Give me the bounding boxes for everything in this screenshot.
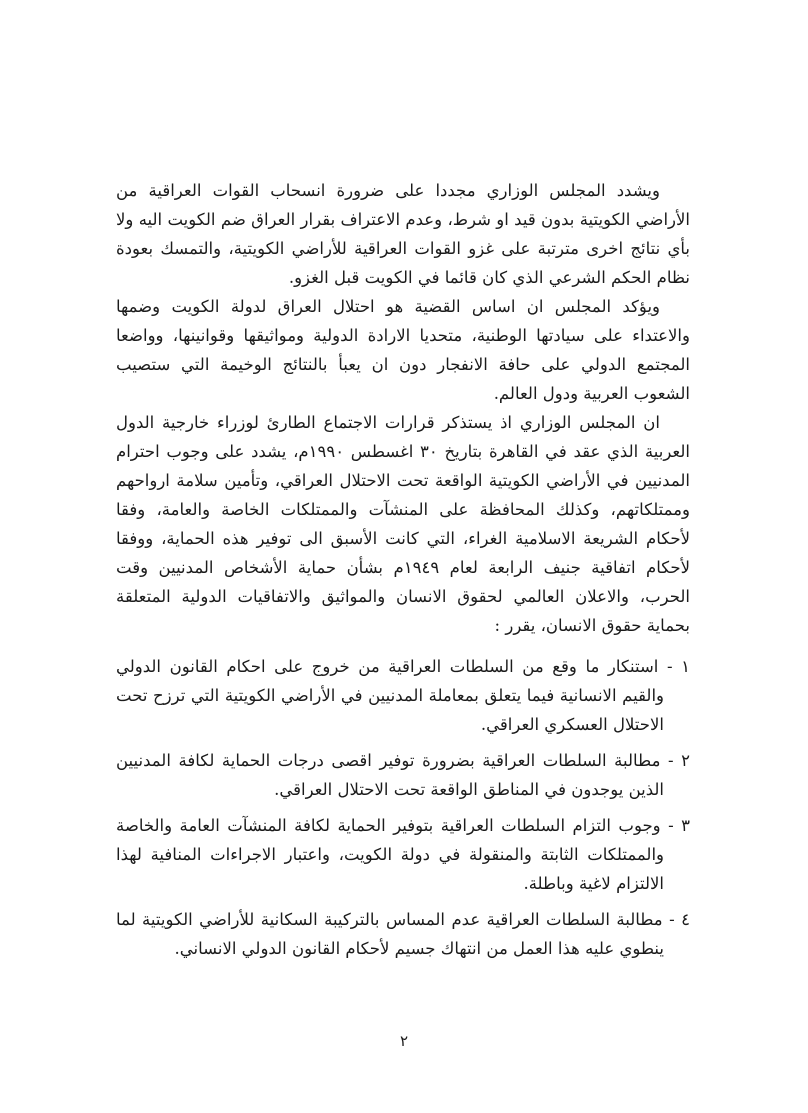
- list-item-text: استنكار ما وقع من السلطات العراقية من خروج على احكام القانون الدولي والقيم الانسانية فيما يتعلق بمعاملة المدنيين في الأراضي الكويتية التي ترزح تحت الاحتلال العسكري العراقي.: [116, 657, 664, 734]
- list-item-4: [116, 905, 690, 963]
- paragraph-withdrawal: ويشدد المجلس الوزاري مجددا على ضرورة انسحاب القوات العراقية من الأراضي الكويتية بدون قيد او شرط، وعدم الاعتراف بقرار العراق ضم الكويت اليه ولا بأي نتائج اخرى مترتبة على غزو القوات العراقية للأراضي الكويتية، والتمسك بعودة نظام الحكم الشرعي الذي كان قائما في الكويت قبل الغزو.: [116, 181, 690, 287]
- document-body: [116, 176, 690, 963]
- page-number: ٢: [399, 1032, 409, 1050]
- list-item-number: ٤ -: [669, 910, 690, 929]
- resolution-list: [116, 652, 690, 963]
- list-item-number: ١ -: [666, 657, 690, 676]
- list-item-3: [116, 811, 690, 898]
- paragraph-occupation: ويؤكد المجلس ان اساس القضية هو احتلال العراق لدولة الكويت وضمها والاعتداء على سيادتها الوطنية، متحديا الارادة الدولية ومواثيقها وقوانينها، وواضعا المجتمع الدولي على حافة الانفجار دون ان يعبأ بالنتائج الوخيمة التي ستصيب الشعوب العربية ودول العالم.: [116, 297, 690, 403]
- list-item-number: ٢ -: [668, 751, 690, 770]
- list-item-number: ٣ -: [668, 816, 691, 835]
- list-item-2: [116, 746, 690, 804]
- list-item-text: وجوب التزام السلطات العراقية بتوفير الحماية لكافة المنشآت العامة والخاصة والممتلكات الثابتة والمنقولة في دولة الكويت، واعتبار الاجراءات المنافية لهذا الالتزام لاغية وباطلة.: [116, 816, 664, 893]
- list-item-text: مطالبة السلطات العراقية عدم المساس بالتركيبة السكانية للأراضي الكويتية لما ينطوي عليه هذا العمل من انتهاك جسيم لأحكام القانون الدولي الانساني.: [116, 910, 664, 958]
- list-item-text: مطالبة السلطات العراقية بضرورة توفير اقصى درجات الحماية لكافة المدنيين الذين يوجدون في المناطق الواقعة تحت الاحتلال العراقي.: [116, 751, 664, 799]
- paragraph-cairo-meeting: ان المجلس الوزاري اذ يستذكر قرارات الاجتماع الطارئ لوزراء خارجية الدول العربية الذي عقد في القاهرة بتاريخ ٣٠ اغسطس ١٩٩٠م، يشدد على وجوب احترام المدنيين في الأراضي الكويتية الواقعة تحت الاحتلال العراقي، وتأمين سلامة ارواحهم وممتلكاتهم، وكذلك المحافظة على المنشآت والممتلكات الخاصة والعامة، وفقا لأحكام الشريعة الاسلامية الغراء، التي كانت الأسبق الى توفير هذه الحماية، ووفقا لأحكام اتفاقية جنيف الرابعة لعام ١٩٤٩م بشأن حماية الأشخاص المدنيين وقت الحرب، والاعلان العالمي لحقوق الانسان والمواثيق والاتفاقيات الدولية المتعلقة بحماية حقوق الانسان، يقرر :: [116, 413, 691, 635]
- list-item-1: [116, 652, 690, 739]
